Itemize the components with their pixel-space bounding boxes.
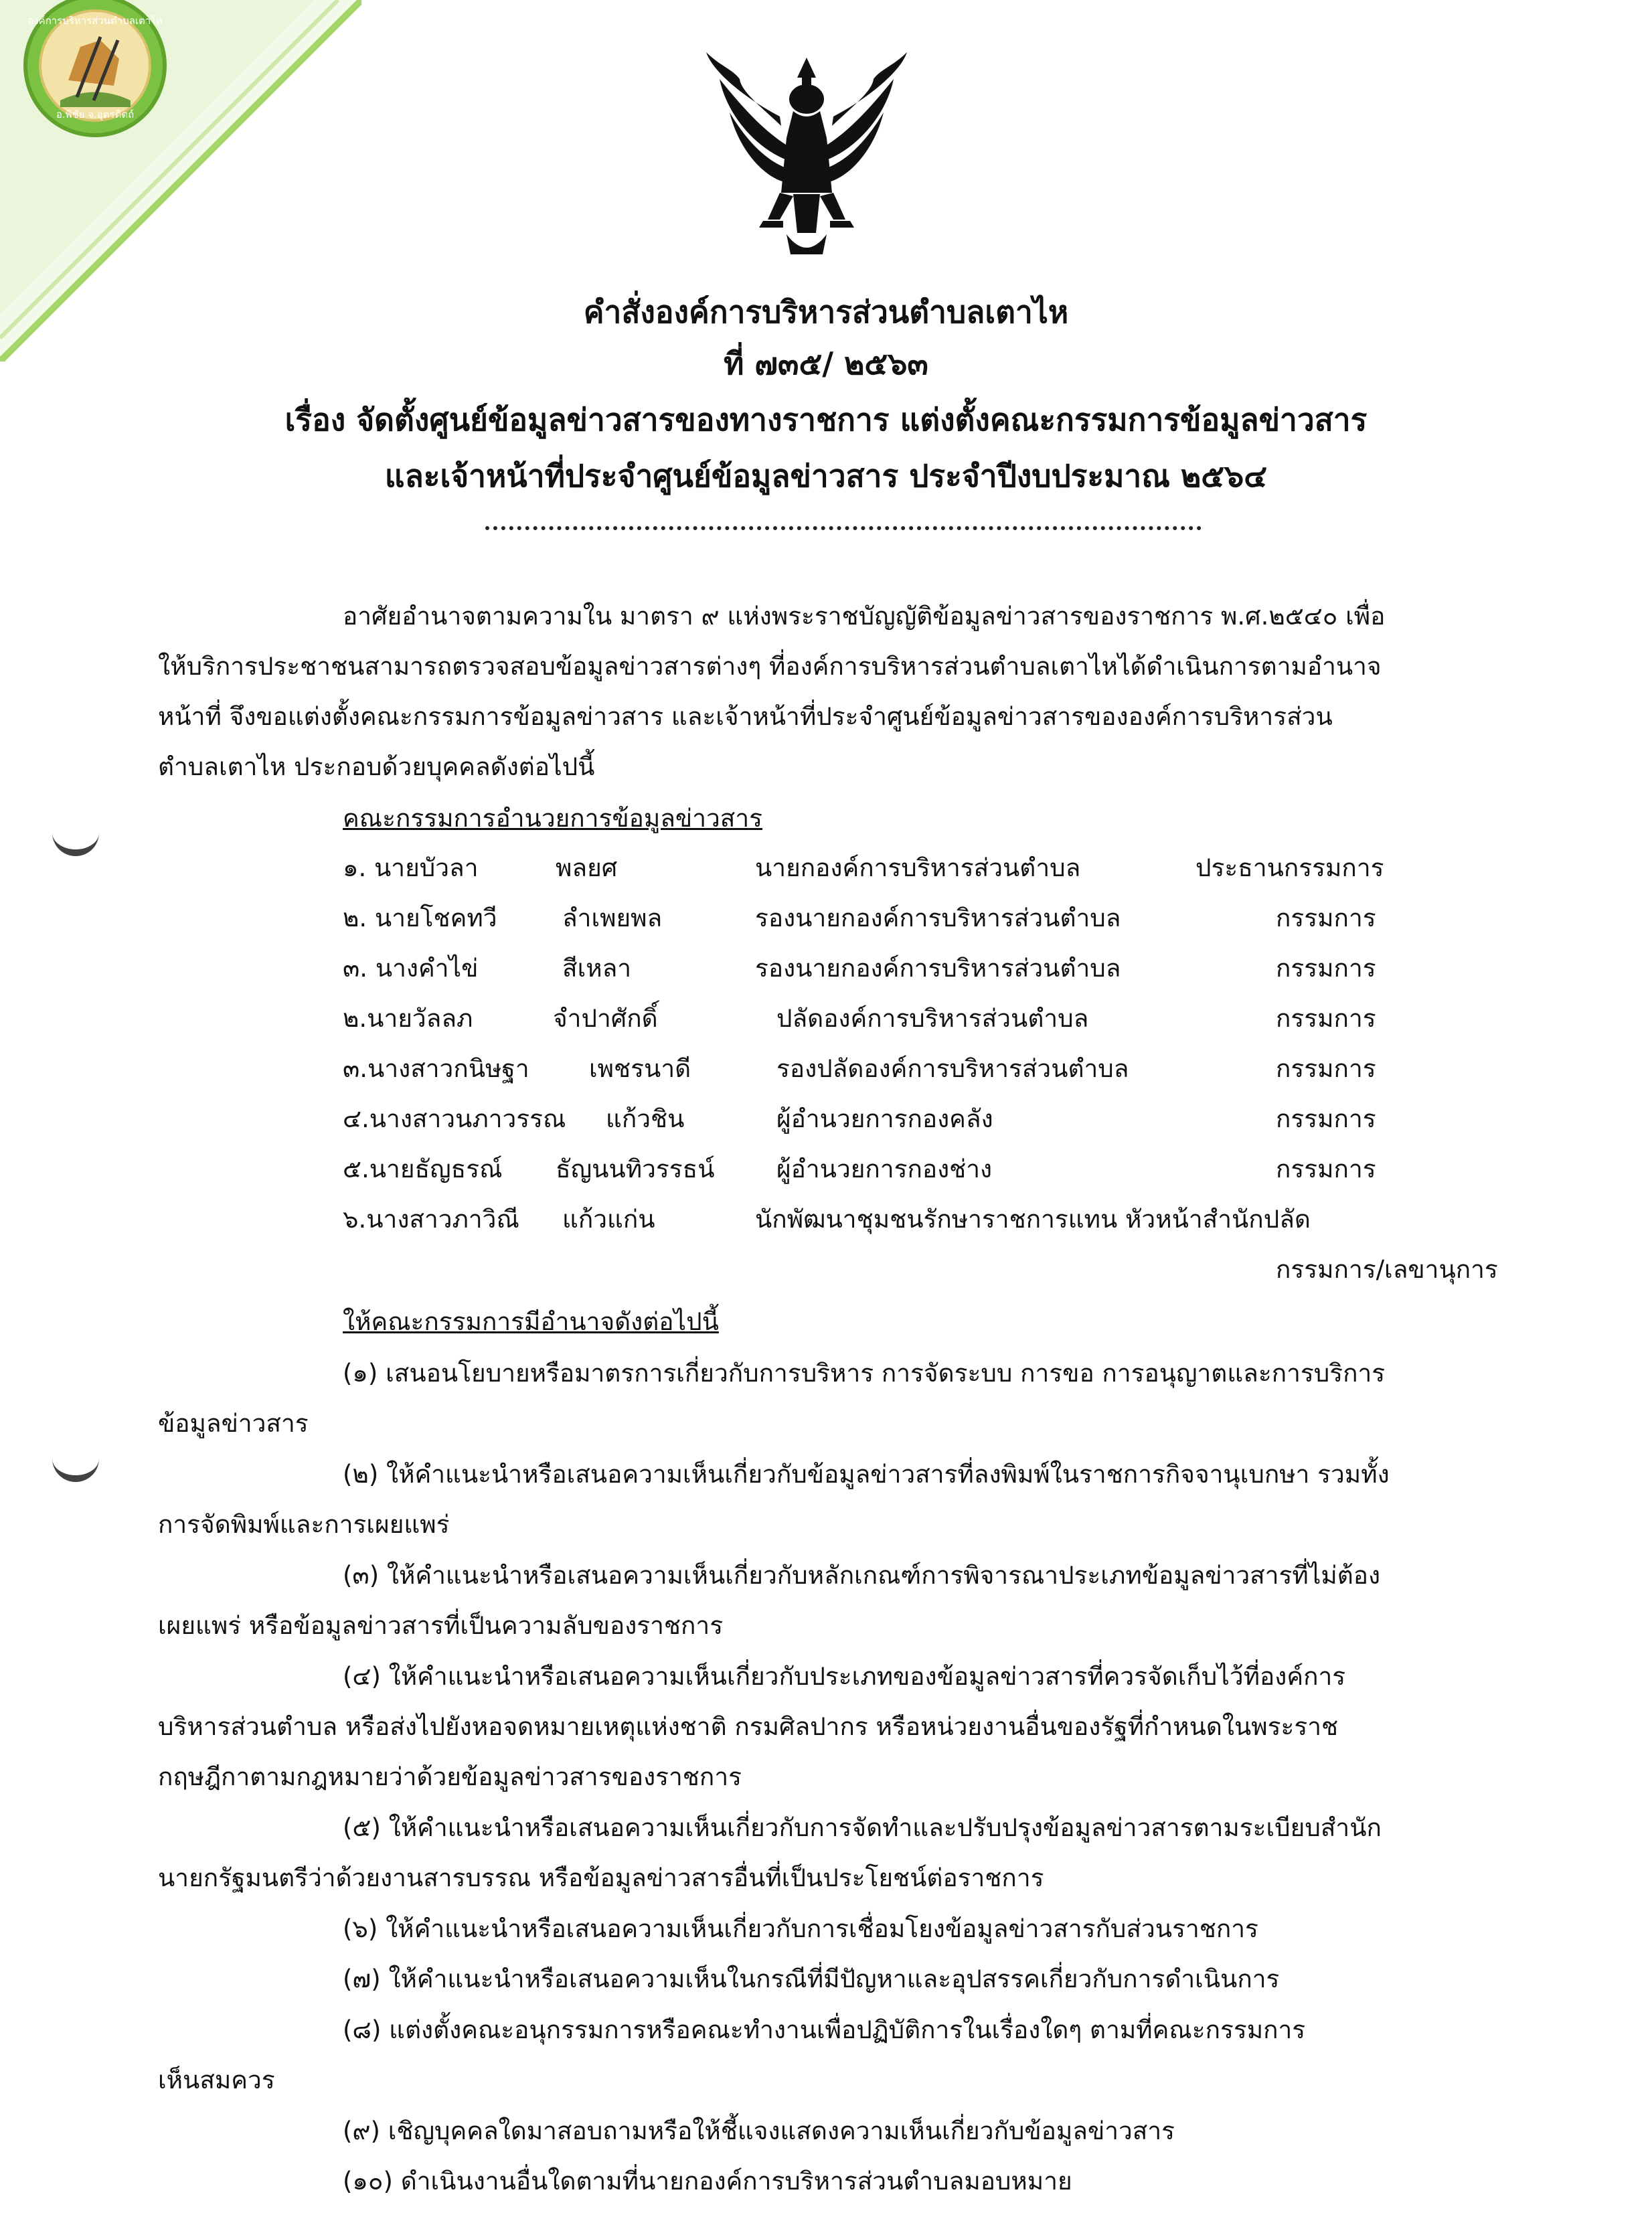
punch-hole-mark [52,827,99,856]
power-line: เห็นสมควร [158,2066,275,2094]
member-surname: สีเหลา [562,954,632,983]
power-line: (๘) แต่งตั้งคณะอนุกรรมการหรือคณะทำงานเพื่อปฏิบัติการในเรื่องใดๆ ตามที่คณะกรรมการ [343,2015,1306,2044]
power-line: (๔) ให้คำแนะนำหรือเสนอความเห็นเกี่ยวกับประเภทของข้อมูลข่าวสารที่ควรจัดเก็บไว้ที่องค์การ [343,1662,1346,1691]
power-line: (๕) ให้คำแนะนำหรือเสนอความเห็นเกี่ยวกับการจัดทำและปรับปรุงข้อมูลข่าวสารตามระเบียบสำนัก [343,1813,1382,1842]
member-role: ประธานกรรมการ [1195,853,1384,882]
member-name: ๒. นายโชคทวี [343,904,497,932]
member-role: กรรมการ [1276,1155,1376,1183]
member-position: ผู้อำนวยการกองคลัง [776,1104,993,1133]
member-role: กรรมการ [1276,1104,1376,1133]
member-name: ๔.นางสาวนภาวรรณ [343,1104,566,1133]
member-role: กรรมการ [1276,1004,1376,1033]
member-name: ๓.นางสาวกนิษฐา [343,1054,529,1083]
member-role: กรรมการ [1276,1054,1376,1083]
power-line: (๓) ให้คำแนะนำหรือเสนอความเห็นเกี่ยวกับหลักเกณฑ์การพิจารณาประเภทข้อมูลข่าวสารที่ไม่ต้อง [343,1561,1381,1590]
subject-line-1: เรื่อง จัดตั้งศูนย์ข้อมูลข่าวสารของทางราชการ แต่งตั้งคณะกรรมการข้อมูลข่าวสาร [284,402,1368,438]
order-number: ที่ ๗๓๕/ ๒๕๖๓ [724,345,928,382]
member-position: ผู้อำนวยการกองช่าง [776,1155,993,1183]
punch-hole-mark [52,1453,99,1482]
power-line: ข้อมูลข่าวสาร [158,1409,309,1438]
power-line: (๗) ให้คำแนะนำหรือเสนอความเห็นในกรณีที่มีปัญหาและอุปสรรคเกี่ยวกับการดำเนินการ [343,1965,1280,1993]
member-name: ๓. นางคำไข่ [343,954,479,983]
member-surname: จำปาศักดิ์ [553,1004,658,1033]
member-name: ๒.นายวัลลภ [343,1004,473,1033]
power-line: (๒) ให้คำแนะนำหรือเสนอความเห็นเกี่ยวกับข้อมูลข่าวสารที่ลงพิมพ์ในราชการกิจจานุเบกษา รวมทั้ง [343,1460,1390,1489]
member-surname: พลยศ [556,853,618,882]
member-name: ๕.นายธัญธรณ์ [343,1155,503,1183]
member-surname: ธัญนนทิวรรธน์ [556,1155,715,1183]
powers-heading: ให้คณะกรรมการมีอำนาจดังต่อไปนี้ [343,1307,719,1336]
svg-text:องค์การบริหารส่วนตำบลเตาไห: องค์การบริหารส่วนตำบลเตาไห [27,15,163,27]
member-position: รองนายกองค์การบริหารส่วนตำบล [755,954,1121,983]
member-surname: ลำเพยพล [562,904,663,932]
intro-line: ให้บริการประชาชนสามารถตรวจสอบข้อมูลข่าวสารต่างๆ ที่องค์การบริหารส่วนตำบลเตาไหได้ดำเนินการตามอำนาจ [158,652,1382,681]
garuda-emblem-icon [693,52,920,263]
svg-text:อ.พิชัย จ.อุตรดิตถ์: อ.พิชัย จ.อุตรดิตถ์ [56,108,135,120]
member-surname: แก้วแก่น [562,1205,655,1234]
member-position: ปลัดองค์การบริหารส่วนตำบล [776,1004,1089,1033]
member-position: รองนายกองค์การบริหารส่วนตำบล [755,904,1121,932]
power-line: นายกรัฐมนตรีว่าด้วยงานสารบรรณ หรือข้อมูลข่าวสารอื่นที่เป็นประโยชน์ต่อราชการ [158,1864,1044,1892]
power-line: เผยแพร่ หรือข้อมูลข่าวสารที่เป็นความลับของราชการ [158,1611,724,1640]
member-surname: แก้วชิน [606,1104,685,1133]
power-line: การจัดพิมพ์และการเผยแพร่ [158,1510,450,1539]
committee-heading: คณะกรรมการอำนวยการข้อมูลข่าวสาร [343,804,762,833]
power-line: กฤษฎีกาตามกฎหมายว่าด้วยข้อมูลข่าวสารของราชการ [158,1762,742,1791]
member-position: รองปลัดองค์การบริหารส่วนตำบล [776,1054,1129,1083]
power-line: (๙) เชิญบุคคลใดมาสอบถามหรือให้ชี้แจงแสดงความเห็นเกี่ยวกับข้อมูลข่าวสาร [343,2117,1175,2145]
order-title: คำสั่งองค์การบริหารส่วนตำบลเตาไห [583,294,1069,330]
tambon-seal-icon [25,0,165,135]
member-role: กรรมการ [1276,954,1376,983]
member-position: นายกองค์การบริหารส่วนตำบล [755,853,1081,882]
subject-line-2: และเจ้าหน้าที่ประจำศูนย์ข้อมูลข่าวสาร ประจำปีงบประมาณ ๒๕๖๔ [384,458,1268,494]
member-name: ๖.นางสาวภาวิณี [343,1205,519,1234]
member-surname: เพชรนาดี [589,1054,691,1083]
member-position: นักพัฒนาชุมชนรักษาราชการแทน หัวหน้าสำนักปลัด [755,1205,1311,1234]
member-role: กรรมการ [1276,904,1376,932]
member-role-secretary: กรรมการ/เลขานุการ [1276,1255,1498,1284]
intro-line: อาศัยอำนาจตามความใน มาตรา ๙ แห่งพระราชบัญญัติข้อมูลข่าวสารของราชการ พ.ศ.๒๕๔๐ เพื่อ [343,602,1386,631]
intro-line: ตำบลเตาไห ประกอบด้วยบุคคลดังต่อไปนี้ [158,752,595,781]
power-line: (๑๐) ดำเนินงานอื่นใดตามที่นายกองค์การบริหารส่วนตำบลมอบหมาย [343,2167,1072,2196]
power-line: (๖) ให้คำแนะนำหรือเสนอความเห็นเกี่ยวกับการเชื่อมโยงข้อมูลข่าวสารกับส่วนราชการ [343,1914,1258,1943]
member-name: ๑. นายบัวลา [343,853,479,882]
power-line: บริหารส่วนตำบล หรือส่งไปยังหอจดหมายเหตุแห่งชาติ กรมศิลปากร หรือหน่วยงานอื่นของรัฐที่กำหนดในพระราช [158,1712,1339,1741]
intro-line: หน้าที่ จึงขอแต่งตั้งคณะกรรมการข้อมูลข่าวสาร และเจ้าหน้าที่ประจำศูนย์ข้อมูลข่าวสารขององค์การบริหารส่วน [158,702,1333,731]
power-line: (๑) เสนอนโยบายหรือมาตรการเกี่ยวกับการบริหาร การจัดระบบ การขอ การอนุญาตและการบริการ [343,1359,1386,1388]
separator-dots [485,522,1202,530]
